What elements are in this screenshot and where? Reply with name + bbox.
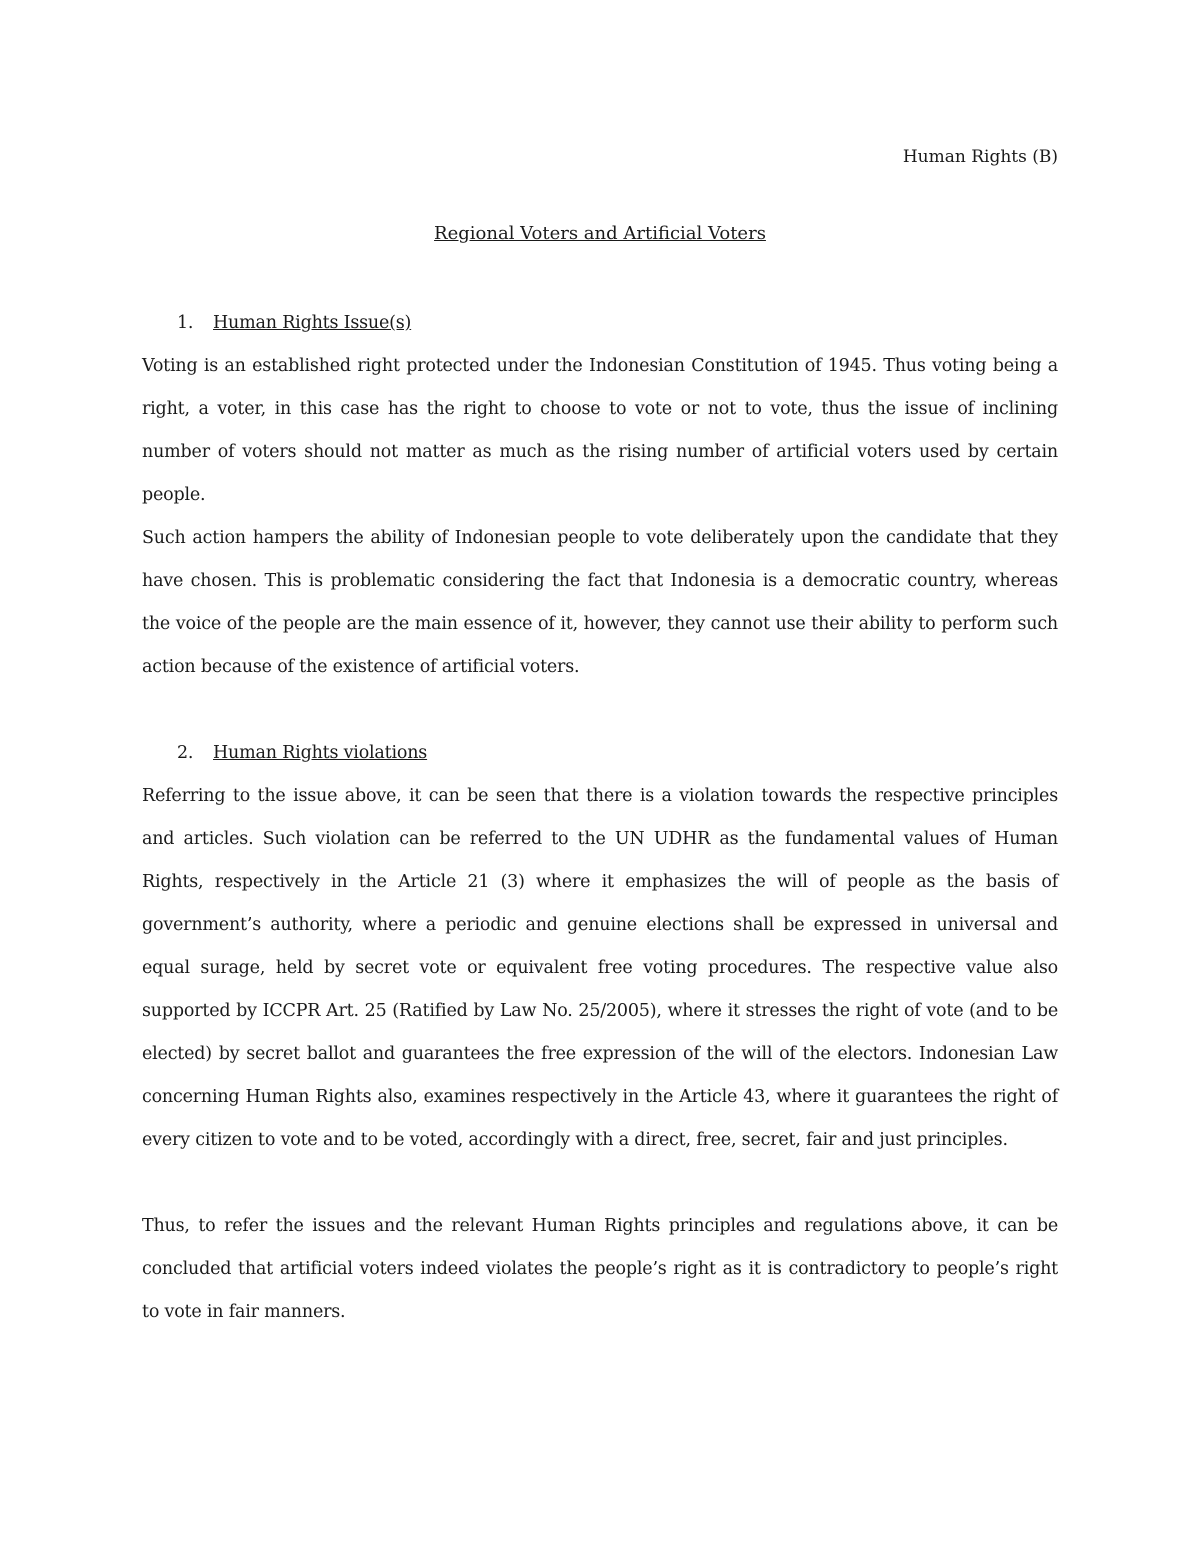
document-body xyxy=(142,302,1058,1334)
document-title: Regional Voters and Artificial Voters xyxy=(434,223,766,244)
paragraph: Voting is an established right protected under the Indonesian Constitution of 1945. Thus voting being a right, a voter, in this case has the right to choose to vote or not to vote, thus the issue of inclining number of voters should not matter as much as the rising number of artificial voters used by certain people. xyxy=(142,356,1058,505)
section-number: 2. xyxy=(177,743,194,763)
section-heading-2 xyxy=(142,732,1058,775)
running-header: Human Rights (B) xyxy=(902,147,1058,167)
section-heading-text: Human Rights violations xyxy=(213,743,428,763)
spacer xyxy=(142,1162,1058,1205)
paragraph: Referring to the issue above, it can be seen that there is a violation towards the respective principles and articles. Such violation can be referred to the UN UDHR as the fundamental values of Human Rights, respectively in the Article 21 (3) where it emphasizes the will of people as the basis of government’s authority, where a periodic and genuine elections shall be expressed in universal and equal surage, held by secret vote or equivalent free voting procedures. The respective value also supported by ICCPR Art. 25 (Ratified by Law No. 25/2005), where it stresses the right of vote (and to be elected) by secret ballot and guarantees the free expression of the will of the electors. Indonesian Law concerning Human Rights also, examines respectively in the Article 43, where it guarantees the right of every citizen to vote and to be voted, accordingly with a direct, free, secret, fair and just principles. xyxy=(142,786,1058,1150)
paragraph: Such action hampers the ability of Indonesian people to vote deliberately upon the candidate that they have chosen. This is problematic considering the fact that Indonesia is a democratic country, whereas the voice of the people are the main essence of it, however, they cannot use their ability to perform such action because of the existence of artificial voters. xyxy=(142,528,1058,677)
conclusion-paragraph: Thus, to refer the issues and the relevant Human Rights principles and regulations above, it can be concluded that artificial voters indeed violates the people’s right as it is contradictory to people’s right to vote in fair manners. xyxy=(142,1216,1058,1322)
spacer xyxy=(142,689,1058,732)
section-heading-1 xyxy=(142,302,1058,345)
section-number: 1. xyxy=(177,313,194,333)
section-heading-text: Human Rights Issue(s) xyxy=(213,313,412,333)
